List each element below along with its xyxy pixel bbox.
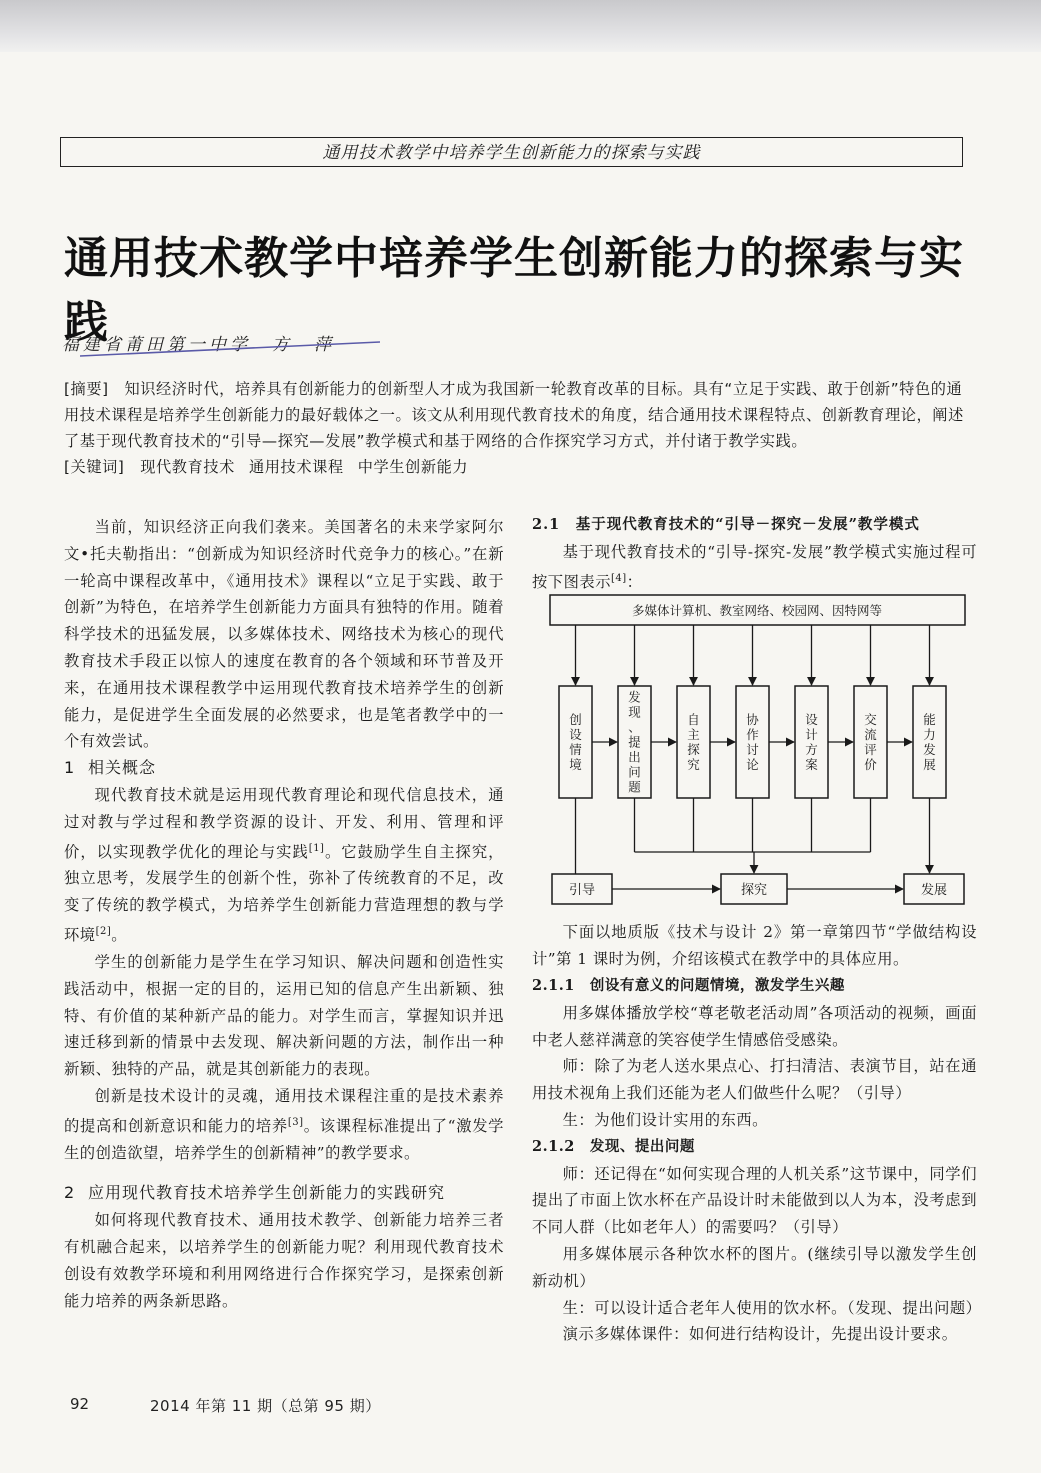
text-run: 。: [111, 926, 128, 945]
page-number: 92: [70, 1395, 90, 1413]
citation: [1]: [308, 842, 325, 854]
scan-top-band: [0, 0, 1041, 52]
body-paragraph: 师：除了为老人送水果点心、打扫清洁、表演节目，站在通用技术视角上我们还能为老人们做些什么呢？（引导）: [532, 1057, 977, 1103]
stage-label: 协作讨论: [746, 712, 759, 772]
stage-label: 发现、提出问题: [628, 689, 641, 795]
phase-label: 发展: [920, 883, 948, 898]
body-paragraph: 学生的创新能力是学生在学习知识、解决问题和创造性实践活动中，根据一定的目的，运用已知的信息产生出新颖、独特、有价值的某种新产品的能力。对学生而言，掌握知识并迅速迁移到新的情景中去发现、解决新问题的方法，制作出一种新颖、独特的产品，就是其创新能力的表现。: [64, 952, 504, 1079]
text-run: 创新是技术设计的灵魂，通用技术课程注重的是技术素养的提高和创新意识和能力的培养: [64, 1086, 504, 1135]
text-run: 现代教育技术就是运用现代教育理论和现代信息技术，通过对教与学过程和教学资源的设计、开发、利用、管理和评价，以实现教学优化的理论与实践: [64, 785, 504, 861]
stage-label: 交流评价: [864, 712, 877, 772]
stage-label: 设计方案: [805, 712, 818, 772]
citation: [2]: [95, 926, 112, 938]
body-paragraph: 师：还记得在“如何实现合理的人机关系”这节课中，同学们提出了市面上饮水杯在产品设计时未能做到以人为本，没考虑到不同人群（比如老年人）的需要吗？（引导）: [532, 1164, 977, 1237]
phase-label: 引导: [568, 883, 596, 898]
abstract: [64, 376, 974, 480]
keyword: 现代教育技术: [140, 458, 235, 476]
stage-label: 自主探究: [687, 712, 700, 772]
section-2-heading: [64, 1180, 504, 1207]
body-paragraph: [64, 782, 504, 949]
abstract-text: 知识经济时代，培养具有创新能力的创新型人才成为我国新一轮教育改革的目标。具有“立足于实践、敢于创新”特色的通用技术课程是培养学生创新能力的最好载体之一。该文从利用现代教育技术的角度，结合通用技术课程特点、创新教育理论，阐述了基于现代教育技术的“引导—探究—发展”教学模式和基于网络的合作探究学习方式，并付诸于教学实践。: [64, 380, 964, 450]
text-run: 。它鼓励学生自主探究，独立思考，发展学生的创新个性，弥补了传统教育的不足，改变了传统的教学模式，为培养学生创新能力营造理想的教与学环境: [64, 842, 504, 945]
keywords-label: [关键词]: [64, 458, 125, 476]
section-title: 相关概念: [88, 758, 157, 778]
intro-paragraph: 当前，知识经济正向我们袭来。美国著名的未来学家阿尔文•托夫勒指出：“创新成为知识经济时代竞争力的核心。”在新一轮高中课程改革中，《通用技术》课程以“立足于实践、敢于创新”为特色，在培养学生创新能力方面具有独特的作用。随着科学技术的迅猛发展，以多媒体技术、网络技术为核心的现代教育技术手段正以惊人的速度在教育的各个领域和环节普及开来，在通用技术课程教学中运用现代教育技术培养学生的创新能力，是促进学生全面发展的必然要求，也是笔者教学中的一个有效尝试。: [64, 518, 505, 751]
text-run: 基于现代教育技术的“引导-探究-发展”教学模式实施过程可按下图表示: [532, 542, 977, 591]
issue-line: 2014 年第 11 期（总第 95 期）: [150, 1397, 381, 1415]
section-number: 1: [64, 758, 76, 778]
body-paragraph: [64, 1083, 504, 1166]
keywords-line: [64, 454, 974, 480]
author-line: 福建省莆田第一中学 方 萍: [62, 335, 335, 355]
section-1-heading: [64, 755, 504, 782]
body-paragraph: 生：可以设计适合老年人使用的饮水杯。（发现、提出问题）: [562, 1298, 982, 1317]
subsection-heading: 2.1 基于现代教育技术的“引导－探究－发展”教学模式: [532, 516, 920, 533]
phase-label: 探究: [740, 883, 768, 898]
teaching-model-flowchart: [549, 594, 967, 906]
section-number: 2: [64, 1183, 76, 1203]
abstract-label: [摘要]: [64, 380, 109, 398]
running-head: 通用技术教学中培养学生创新能力的探索与实践: [60, 137, 963, 167]
stage-label: 创设情境: [569, 712, 582, 772]
article-title: 通用技术教学中培养学生创新能力的探索与实践: [64, 233, 964, 348]
keyword: 中学生创新能力: [357, 458, 469, 476]
stage-label: 能力发展: [923, 712, 936, 772]
body-paragraph: 演示多媒体课件：如何进行结构设计，先提出设计要求。: [562, 1325, 958, 1344]
subsubsection-heading: 2.1.2 发现、提出问题: [532, 1137, 695, 1155]
body-paragraph: 用多媒体播放学校“尊老敬老活动周”各项活动的视频，画面中老人慈祥满意的笑容使学生情感倍受感染。: [532, 1003, 977, 1049]
body-paragraph: 用多媒体展示各种饮水杯的图片。(继续引导以激发学生创新动机）: [532, 1245, 977, 1290]
citation: [3]: [287, 1116, 304, 1128]
abstract-paragraph: [64, 376, 974, 454]
body-paragraph: [532, 539, 977, 596]
text-run: ：: [626, 572, 643, 591]
keyword: 通用技术课程: [248, 458, 344, 476]
citation: [4]: [611, 572, 627, 584]
author-underline-decoration: [80, 340, 380, 360]
body-paragraph: 下面以地质版《技术与设计 2》第一章第四节“学做结构设计”第 1 课时为例，介绍该模式在教学中的具体应用。: [532, 923, 977, 969]
subsubsection-heading: 2.1.1 创设有意义的问题情境，激发学生兴趣: [532, 977, 845, 995]
resource-box-label: 多媒体计算机、教室网络、校园网、因特网等: [631, 603, 883, 618]
left-column: [64, 514, 504, 1314]
body-paragraph: 如何将现代教育技术、通用技术教学、创新能力培养三者有机融合起来，以培养学生的创新能力呢？利用现代教育技术创设有效教学环境和利用网络进行合作探究学习，是探索创新能力培养的两条新思路。: [64, 1211, 504, 1310]
text-run: 。该课程标准提出了“激发学生的创造欲望，培养学生的创新精神”的教学要求。: [64, 1116, 504, 1162]
body-paragraph: 生：为他们设计实用的东西。: [562, 1111, 768, 1130]
section-title: 应用现代教育技术培养学生创新能力的实践研究: [88, 1183, 446, 1203]
